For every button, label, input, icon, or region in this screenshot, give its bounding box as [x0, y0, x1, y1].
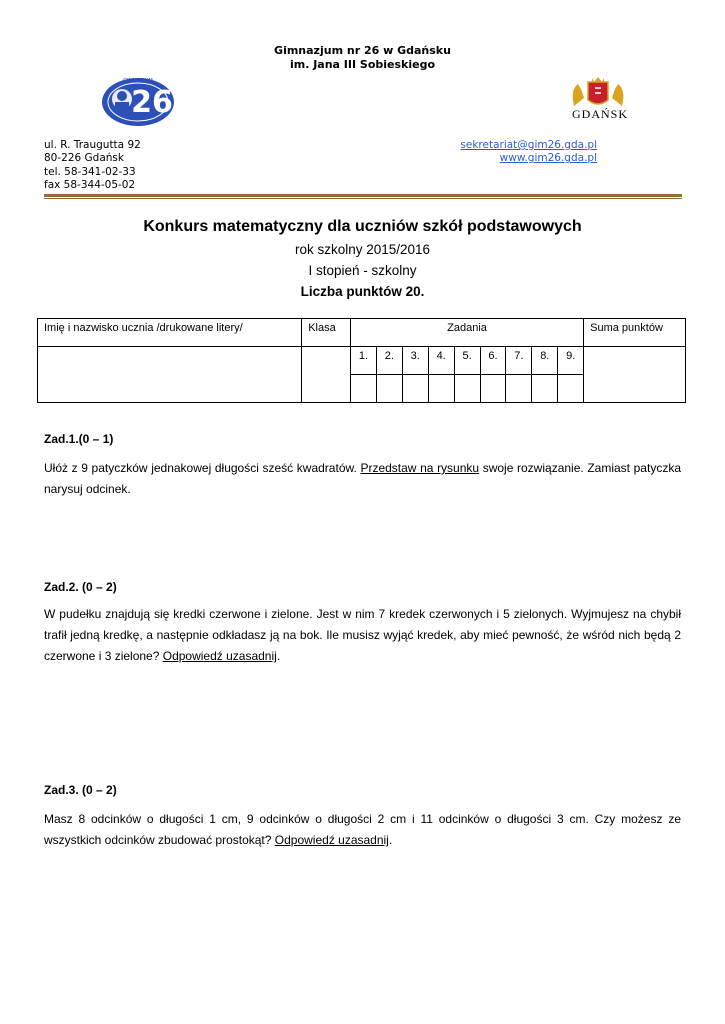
task-score-field[interactable]: [350, 375, 376, 403]
school-header: [0, 44, 725, 72]
contest-title: Konkurs matematyczny dla uczniów szkół podstawowych: [143, 218, 582, 235]
task-1-text-b: swoje rozwiązanie. Zamiast patyczka narysuj odcinek.: [44, 461, 681, 496]
school-address: [44, 139, 141, 192]
task-2-emphasis: Odpowiedź uzasadnij: [162, 649, 277, 663]
address-fax: fax 58-344-05-02: [44, 178, 136, 191]
task-number: 4.: [428, 347, 454, 375]
task-1-emphasis: Przedstaw na rysunku: [360, 461, 480, 475]
task-number: 1.: [350, 347, 376, 375]
task-3-emphasis: Odpowiedź uzasadnij: [274, 833, 389, 847]
task-number: 8.: [532, 347, 558, 375]
task-score-field[interactable]: [558, 375, 584, 403]
task-2-text-a: W pudełku znajdują się kredki czerwone i zielone. Jest w nim 7 kredek czerwonych i 5 zielonych. Wyjmujesz na chybił trafił jedną kredkę, a następnie odkładasz ją na bok. Ile musisz wyjąć kredek, aby mieć pewność, że wśród nich będą 2 czerwone i 3 zielone?: [44, 607, 681, 663]
task-1-text: [44, 458, 681, 500]
school-contact: [460, 139, 597, 166]
logo-number: 26: [131, 85, 173, 120]
task-number: 3.: [402, 347, 428, 375]
school-logo: [100, 72, 176, 128]
task-score-field[interactable]: [480, 375, 506, 403]
total-points: Liczba punktów 20.: [300, 284, 425, 299]
task-2-text: [44, 604, 681, 667]
task-3-text: [44, 809, 681, 851]
task-1-text-a: Ułóż z 9 patyczków jednakowej długości sześć kwadratów.: [44, 461, 361, 475]
address-street: ul. R. Traugutta 92: [44, 139, 141, 151]
class-field[interactable]: [302, 347, 351, 403]
task-2-heading: Zad.2. (0 – 2): [44, 580, 117, 594]
header-divider: [44, 194, 682, 197]
task-score-field[interactable]: [428, 375, 454, 403]
school-patron: im. Jana III Sobieskiego: [289, 58, 436, 71]
email-link[interactable]: sekretariat@gim26.gda.pl: [460, 139, 597, 151]
school-year: rok szkolny 2015/2016: [294, 242, 431, 257]
logo-caption: GIMNAZJUM: [123, 78, 153, 84]
gdansk-caption: GDAŃSK: [571, 107, 628, 121]
task-number: 6.: [480, 347, 506, 375]
address-city: 80-226 Gdańsk: [44, 152, 124, 165]
task-1-heading: Zad.1.(0 – 1): [44, 432, 114, 446]
header-tasks: Zadania: [350, 319, 583, 347]
task-3-heading: Zad.3. (0 – 2): [44, 783, 117, 797]
task-score-field[interactable]: [532, 375, 558, 403]
task-score-field[interactable]: [402, 375, 428, 403]
sum-field[interactable]: [584, 347, 686, 403]
address-phone: tel. 58-341-02-33: [44, 165, 136, 178]
header-sum: Suma punktów: [584, 319, 686, 347]
task-number: 7.: [506, 347, 532, 375]
task-number: 9.: [558, 347, 584, 375]
score-table: [37, 318, 686, 403]
task-score-field[interactable]: [376, 375, 402, 403]
website-link[interactable]: www.gim26.gda.pl: [499, 152, 597, 165]
header-class: Klasa: [302, 319, 351, 347]
header-divider-thin: [44, 198, 682, 199]
contest-stage: I stopień - szkolny: [308, 263, 417, 278]
school-name: Gimnazjum nr 26 w Gdańsku: [274, 44, 451, 57]
task-3-text-a: Masz 8 odcinków o długości 1 cm, 9 odcinków o długości 2 cm i 11 odcinków o długości 3 cm. Czy możesz ze wszystkich odcinków zbudować prostokąt?: [44, 812, 681, 847]
task-number: 2.: [376, 347, 402, 375]
task-number: 5.: [454, 347, 480, 375]
task-2-text-b: .: [276, 649, 281, 663]
student-name-field[interactable]: [38, 347, 302, 403]
task-score-field[interactable]: [454, 375, 480, 403]
task-3-text-b: .: [388, 833, 393, 847]
task-score-field[interactable]: [506, 375, 532, 403]
header-student-name: Imię i nazwisko ucznia /drukowane litery/: [38, 319, 302, 347]
